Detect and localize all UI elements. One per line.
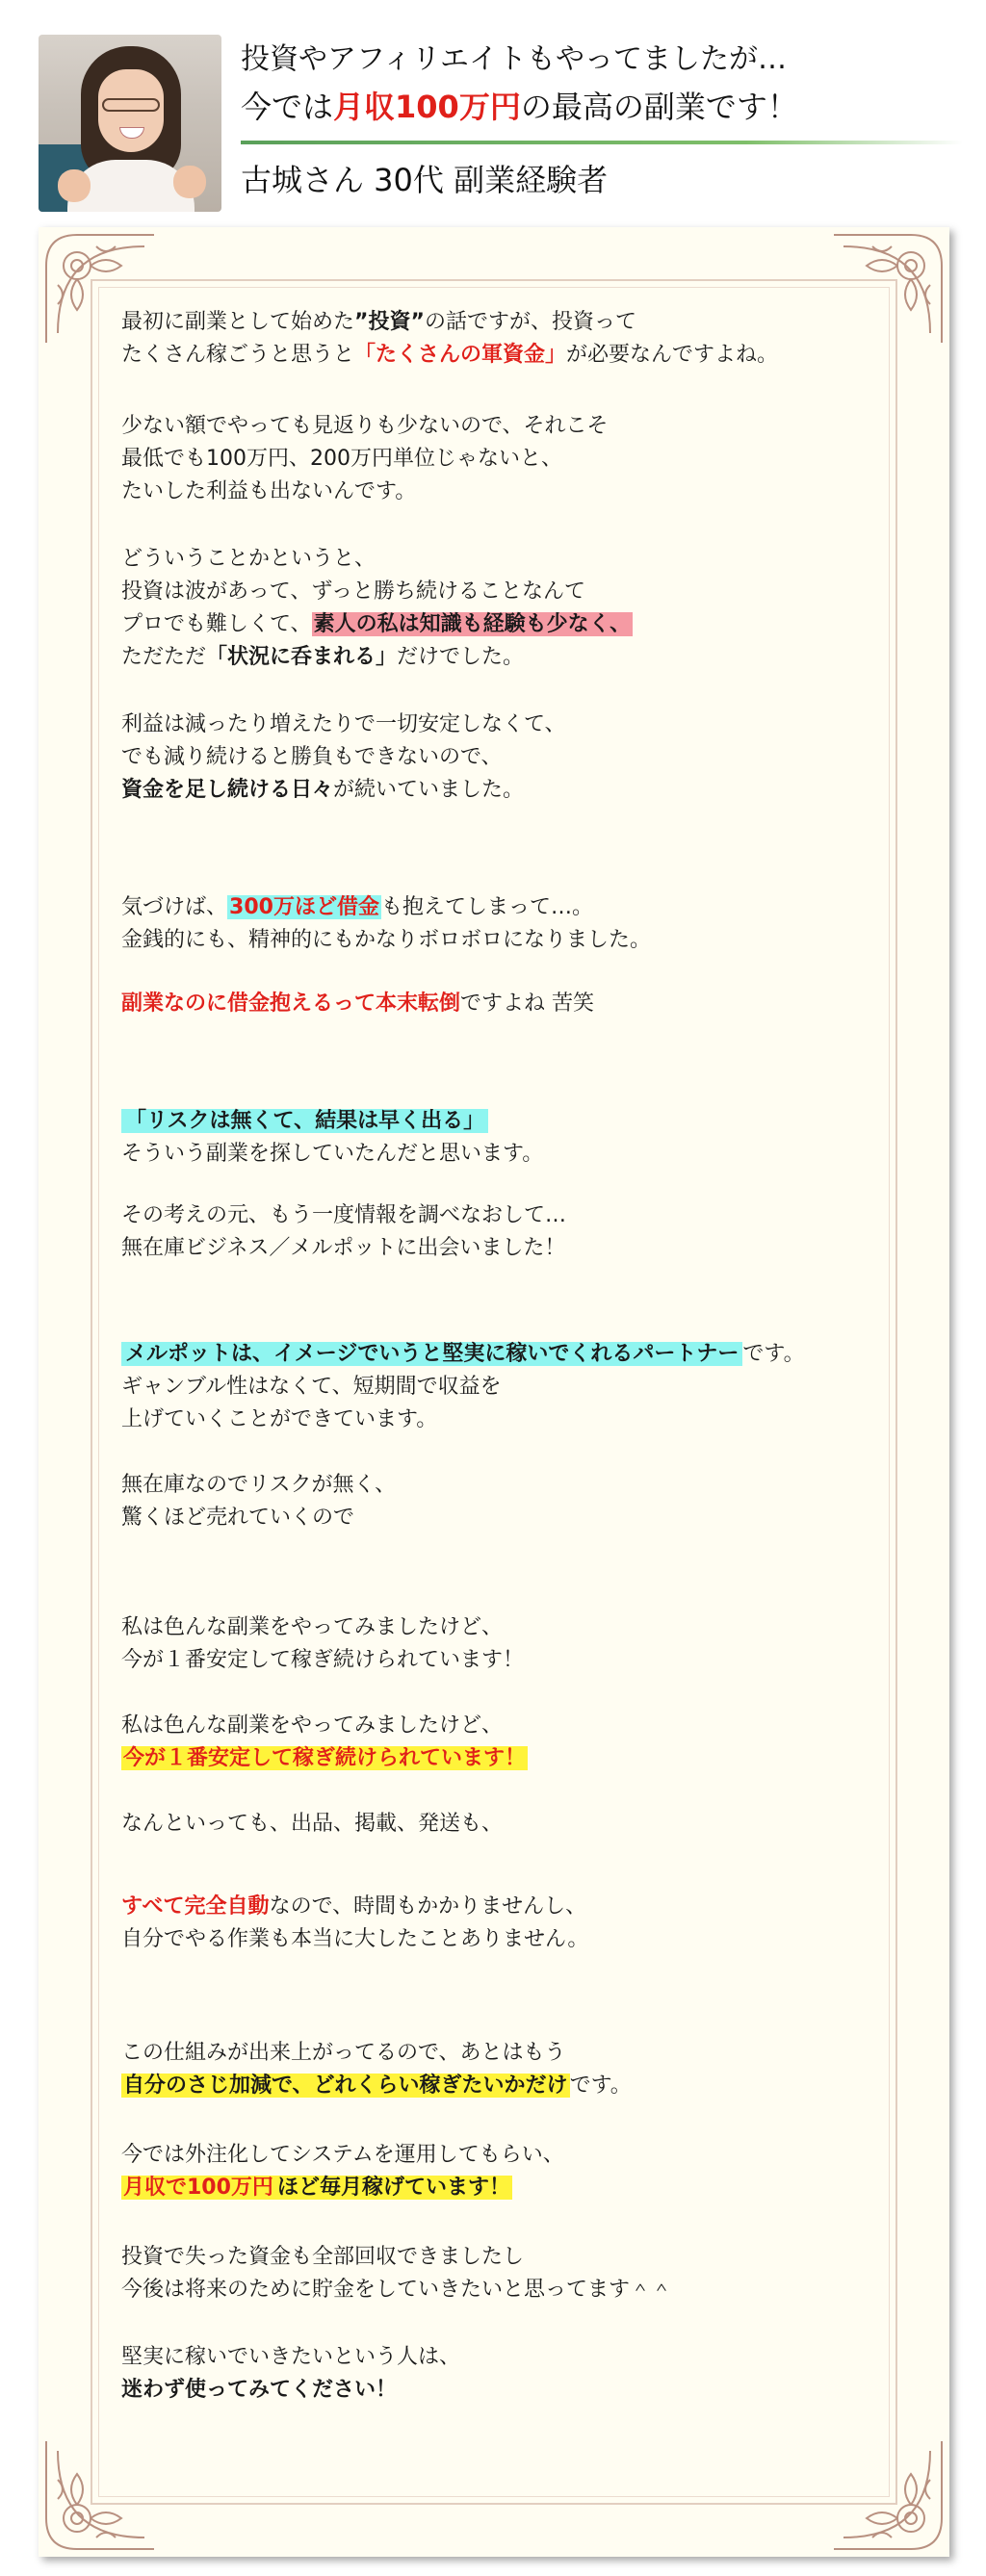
paragraph-discovery: その考えの元、もう一度情報を調べなおして… 無在庫ビジネス／メルポットに出会いました！ [121, 1203, 567, 1260]
paragraph-small-amount: 少ない額でやっても見返りも少ないので、それこそ 最低でも100万円、200万円単位じゃないと、 たいした利益も出ないんです。 [121, 414, 609, 503]
paragraph-no-inventory: 無在庫なのでリスクが無く、 驚くほど売れていくので [121, 1473, 397, 1530]
paragraph-investment-intro: 最初に副業として始めた”投資”の話ですが、投資って たくさん稼ごうと思うと「たくさんの軍資金」が必要なんですよね。 [121, 310, 779, 367]
paragraph-unstable: 利益は減ったり増えたりで一切安定しなくて、 でも減り続けると勝負もできないので、 資金を足し続ける日々が続いていました。 [121, 712, 566, 802]
ornament-corner-icon [824, 2432, 949, 2557]
headline-line-1: 投資やアフィリエイトもやってましたが… [241, 42, 787, 76]
paragraph-partner: メルポットは、イメージでいうと堅実に稼いでくれるパートナー です。 ギャンブル性はなくて、短期間で収益を 上げていくことができています。 [121, 1342, 805, 1431]
avatar-photo [39, 35, 221, 212]
testimonial-header [0, 0, 986, 221]
testimonial-card [39, 227, 949, 2557]
headline-income: 月収100万円 [333, 89, 521, 125]
paragraph-debt: 気づけば、300万ほど借金も抱えてしまって…。 金銭的にも、精神的にもかなりボロボロになりました。 [121, 895, 652, 952]
paragraph-no-risk: 「リスクは無くて、結果は早く出る」 そういう副業を探していたんだと思います。 [121, 1109, 544, 1166]
paragraph-system: この仕組みが出来上がってるので、あとはもう 自分のさじ加減で、どれくらい稼ぎたいかだけです。 [121, 2041, 632, 2098]
headline-post: の最高の副業です！ [520, 89, 798, 125]
ornament-corner-icon [39, 2432, 164, 2557]
highlight-partner: メルポットは、イメージでいうと堅実に稼いでくれるパートナー [121, 1342, 742, 1366]
paragraph-outsourcing: 今では外注化してシステムを運用してもらい、 月収で100万円 ほど毎月稼げています！ [121, 2143, 564, 2200]
highlight-stable: 今が１番安定して稼ぎ続けられています！ [123, 1746, 527, 1770]
paragraph-irony: 副業なのに借金抱えるって本末転倒ですよね 苦笑 [121, 992, 595, 1016]
headline-pre: 今では [241, 89, 334, 125]
headline-line-2 [241, 83, 798, 127]
highlight-income: 月収で100万円 [123, 2176, 273, 2200]
paragraph-features: なんといっても、出品、掲載、発送も、 [121, 1812, 504, 1836]
ornament-corner-icon [824, 227, 949, 352]
highlight-debt: 300万ほど借金 [229, 895, 379, 919]
paragraph-stable-2: 私は色んな副業をやってみましたけど、 今が１番安定して稼ぎ続けられています！ [121, 1713, 527, 1770]
person-name: 古城さん 30代 副業経験者 [241, 162, 609, 198]
paragraph-stable-1: 私は色んな副業をやってみましたけど、 今が１番安定して稼ぎ続けられています！ [121, 1615, 525, 1672]
header-divider [241, 141, 963, 144]
paragraph-recovery: 投資で失った資金も全部回収できましたし 今後は将来のために貯金をしていきたいと思ってます＾＾ [121, 2245, 673, 2302]
paragraph-automation: すべて完全自動なので、時間もかかりませんし、 自分でやる作業も本当に大したことありません。 [121, 1894, 589, 1951]
highlight-pink: 素人の私は知識も経験も少なく、 [313, 612, 632, 636]
highlight-no-risk: 「リスクは無くて、結果は早く出る」 [121, 1109, 488, 1133]
highlight-control: 自分のさじ加減で、どれくらい稼ぎたいかだけ [123, 2074, 568, 2098]
paragraph-call-to-action: 堅実に稼いでいきたいという人は、 迷わず使ってみてください！ [121, 2345, 461, 2402]
paragraph-waves: どういうことかというと、 投資は波があって、ずっと勝ち続けることなんて プロでも難しくて、素人の私は知識も経験も少なく、 ただただ「状況に呑まれる」だけでした。 [121, 547, 632, 669]
